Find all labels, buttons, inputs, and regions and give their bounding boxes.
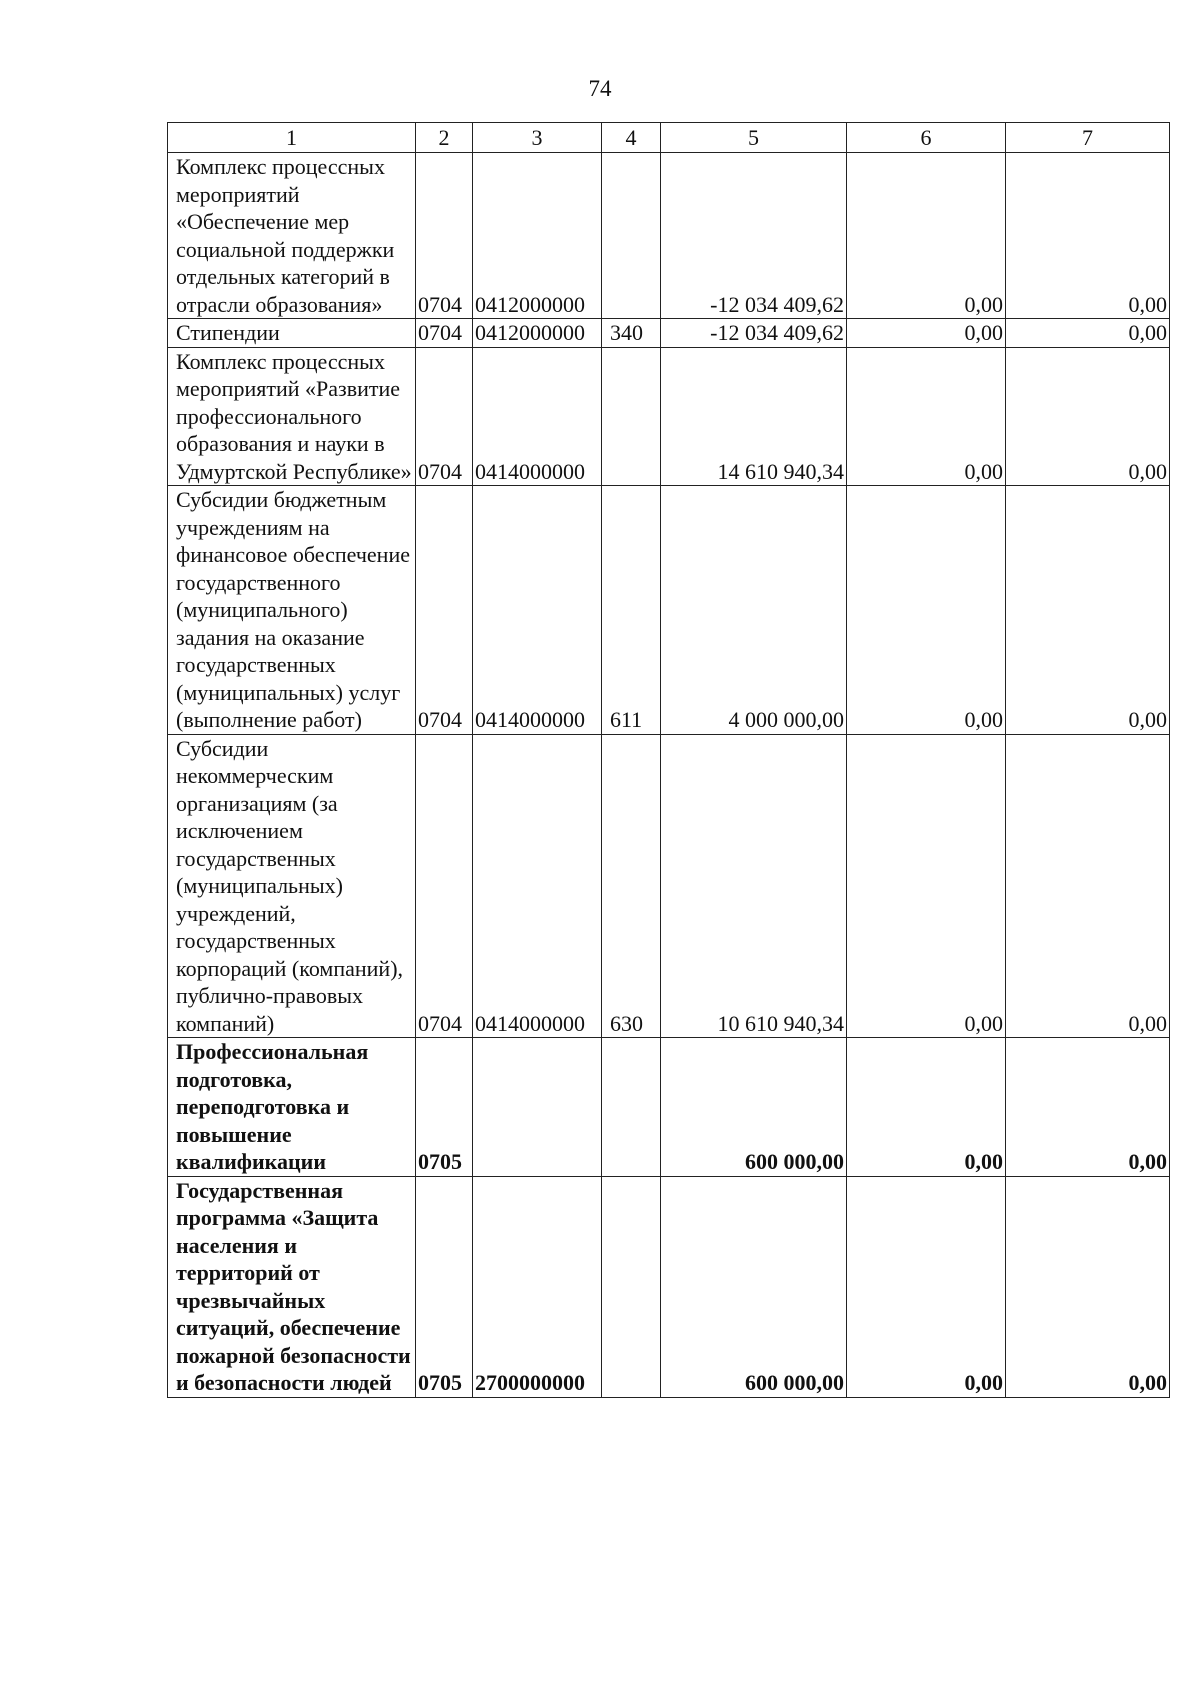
expense-type-cell	[602, 1176, 661, 1397]
budget-table	[167, 122, 1170, 1398]
target-article-cell: 0414000000	[473, 734, 602, 1038]
expense-type-cell	[602, 153, 661, 319]
section-code-cell: 0704	[416, 734, 473, 1038]
amount-col6-cell: 0,00	[847, 734, 1006, 1038]
section-code-cell: 0705	[416, 1038, 473, 1177]
amount-col6-cell: 0,00	[847, 1176, 1006, 1397]
target-article-cell	[473, 1038, 602, 1177]
column-header: 1	[168, 123, 416, 153]
table-row	[168, 347, 1170, 486]
target-article-cell: 0414000000	[473, 486, 602, 735]
table-row	[168, 734, 1170, 1038]
section-code-cell: 0704	[416, 153, 473, 319]
expense-type-cell	[602, 1038, 661, 1177]
table-row	[168, 1038, 1170, 1177]
amount-col5-cell: 600 000,00	[661, 1038, 847, 1177]
amount-col7-cell: 0,00	[1006, 1038, 1170, 1177]
table-row	[168, 153, 1170, 319]
amount-col6-cell: 0,00	[847, 319, 1006, 348]
column-header: 3	[473, 123, 602, 153]
section-code-cell: 0704	[416, 319, 473, 348]
header-row	[168, 123, 1170, 153]
target-article-cell: 2700000000	[473, 1176, 602, 1397]
amount-col7-cell: 0,00	[1006, 486, 1170, 735]
row-name-cell: Стипендии	[168, 319, 416, 348]
column-header: 2	[416, 123, 473, 153]
expense-type-cell: 630	[602, 734, 661, 1038]
amount-col5-cell: 10 610 940,34	[661, 734, 847, 1038]
amount-col7-cell: 0,00	[1006, 319, 1170, 348]
row-name-cell: Комплекс процессных мероприятий «Обеспечение мер социальной поддержки отдельных категорий в отрасли образования»	[168, 153, 416, 319]
target-article-cell: 0414000000	[473, 347, 602, 486]
amount-col5-cell: 600 000,00	[661, 1176, 847, 1397]
expense-type-cell: 340	[602, 319, 661, 348]
page-number: 74	[588, 76, 612, 101]
amount-col6-cell: 0,00	[847, 347, 1006, 486]
column-header: 7	[1006, 123, 1170, 153]
table-row	[168, 1176, 1170, 1397]
column-header: 6	[847, 123, 1006, 153]
amount-col5-cell: 4 000 000,00	[661, 486, 847, 735]
expense-type-cell	[602, 347, 661, 486]
row-name-cell: Государственная программа «Защита населения и территорий от чрезвычайных ситуаций, обеспечение пожарной безопасности и безопасности людей	[168, 1176, 416, 1397]
amount-col5-cell: -12 034 409,62	[661, 319, 847, 348]
amount-col7-cell: 0,00	[1006, 734, 1170, 1038]
section-code-cell: 0704	[416, 347, 473, 486]
section-code-cell: 0705	[416, 1176, 473, 1397]
amount-col7-cell: 0,00	[1006, 153, 1170, 319]
target-article-cell: 0412000000	[473, 319, 602, 348]
table-row	[168, 319, 1170, 348]
row-name-cell: Комплекс процессных мероприятий «Развитие профессионального образования и науки в Удмуртской Республике»	[168, 347, 416, 486]
row-name-cell: Профессиональная подготовка, переподготовка и повышение квалификации	[168, 1038, 416, 1177]
section-code-cell: 0704	[416, 486, 473, 735]
column-header: 4	[602, 123, 661, 153]
expense-type-cell: 611	[602, 486, 661, 735]
row-name-cell: Субсидии некоммерческим организациям (за исключением государственных (муниципальных) учреждений, государственных корпораций (компаний), публично-правовых компаний)	[168, 734, 416, 1038]
amount-col6-cell: 0,00	[847, 486, 1006, 735]
amount-col6-cell: 0,00	[847, 1038, 1006, 1177]
amount-col5-cell: 14 610 940,34	[661, 347, 847, 486]
amount-col7-cell: 0,00	[1006, 1176, 1170, 1397]
row-name-cell: Субсидии бюджетным учреждениям на финансовое обеспечение государственного (муниципального) задания на оказание государственных (муниципальных) услуг (выполнение работ)	[168, 486, 416, 735]
amount-col7-cell: 0,00	[1006, 347, 1170, 486]
target-article-cell: 0412000000	[473, 153, 602, 319]
amount-col6-cell: 0,00	[847, 153, 1006, 319]
column-header: 5	[661, 123, 847, 153]
amount-col5-cell: -12 034 409,62	[661, 153, 847, 319]
table-row	[168, 486, 1170, 735]
